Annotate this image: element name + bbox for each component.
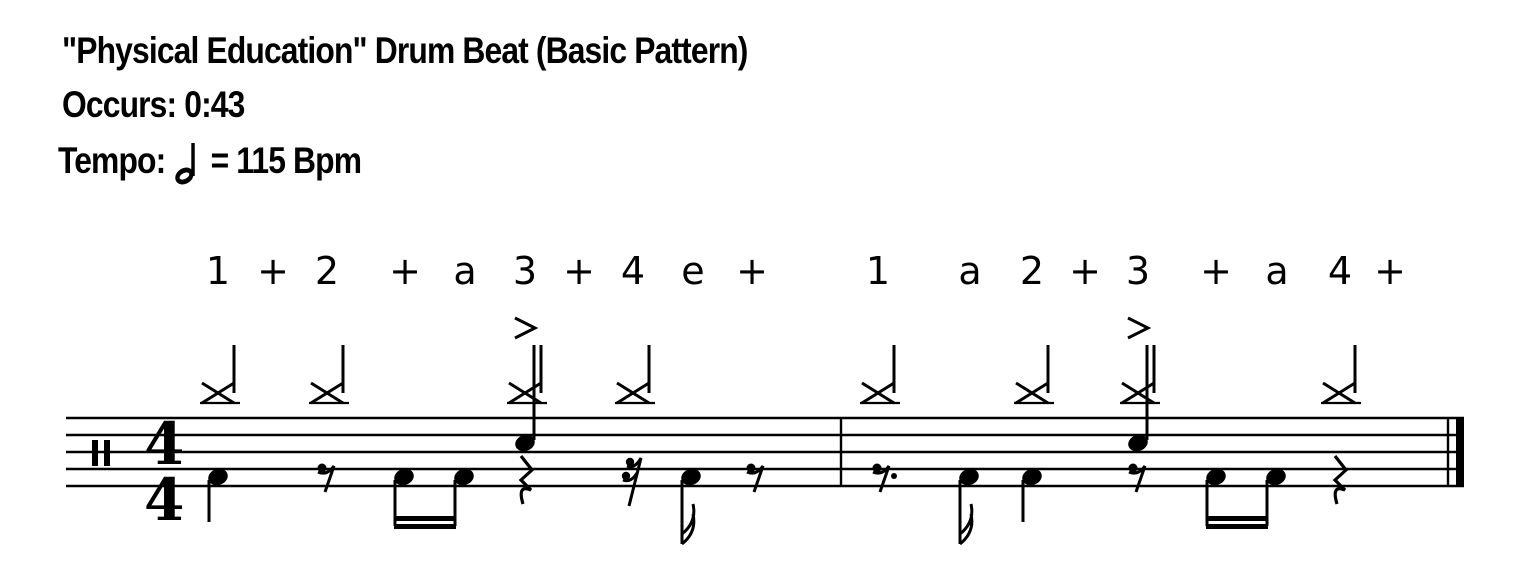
staff [66, 418, 1464, 486]
sixteenth-kick [957, 466, 981, 544]
beat-count: 1 [205, 249, 231, 293]
beat-count: + [1374, 249, 1406, 293]
beat-count: + [257, 249, 289, 293]
sixteenth-kick-pair [1204, 466, 1288, 529]
page-title: "Physical Education" Drum Beat (Basic Pattern) [62, 30, 748, 71]
time-signature [144, 410, 184, 534]
hihat-note [860, 345, 900, 403]
beat-count: a [958, 249, 982, 293]
beat-count: 2 [314, 249, 340, 293]
sixteenth-kick [679, 466, 703, 544]
hihat-note [1120, 345, 1160, 403]
beat-count: + [389, 249, 421, 293]
tempo-value: = 115 Bpm [210, 140, 362, 181]
beat-count: e [681, 249, 705, 293]
eighth-rest [873, 464, 898, 493]
tempo-label: Tempo: [58, 140, 166, 181]
kick-note [206, 466, 230, 522]
eighth-rest [1129, 464, 1146, 493]
accent-mark [1128, 318, 1148, 338]
hihat-note [507, 345, 547, 403]
time-signature-bottom: 4 [144, 466, 185, 534]
beat-count: a [453, 249, 477, 293]
eighth-rest [747, 464, 764, 493]
beat-count: + [1069, 249, 1101, 293]
beat-count: + [563, 249, 595, 293]
hihat-note [615, 345, 655, 403]
hihat-note [1321, 345, 1361, 403]
kick-note [1020, 466, 1044, 522]
beat-count: 3 [512, 249, 538, 293]
beat-count: 2 [1019, 249, 1045, 293]
beat-count: 4 [1327, 249, 1353, 293]
hihat-note [309, 345, 349, 403]
occurs-label: Occurs: [62, 84, 177, 125]
hihat-note [1014, 345, 1054, 403]
time-signature-top: 4 [144, 410, 185, 478]
beat-counts [206, 249, 1406, 293]
sixteenth-rest [622, 458, 641, 506]
beat-count: 3 [1125, 249, 1151, 293]
beat-count: 4 [620, 249, 646, 293]
beat-count: 1 [865, 249, 891, 293]
hihat-note [200, 345, 240, 403]
quarter-rest [521, 456, 532, 504]
eighth-rest [318, 464, 335, 493]
beat-count: + [736, 249, 768, 293]
notes [200, 318, 1361, 544]
sixteenth-kick-pair [392, 466, 476, 529]
occurs-value: 0:43 [184, 84, 245, 125]
beat-count: + [1200, 249, 1232, 293]
final-barline-thick [1456, 417, 1464, 487]
quarter-rest [1335, 456, 1346, 504]
accent-mark [515, 318, 535, 338]
beat-count: a [1265, 249, 1289, 293]
